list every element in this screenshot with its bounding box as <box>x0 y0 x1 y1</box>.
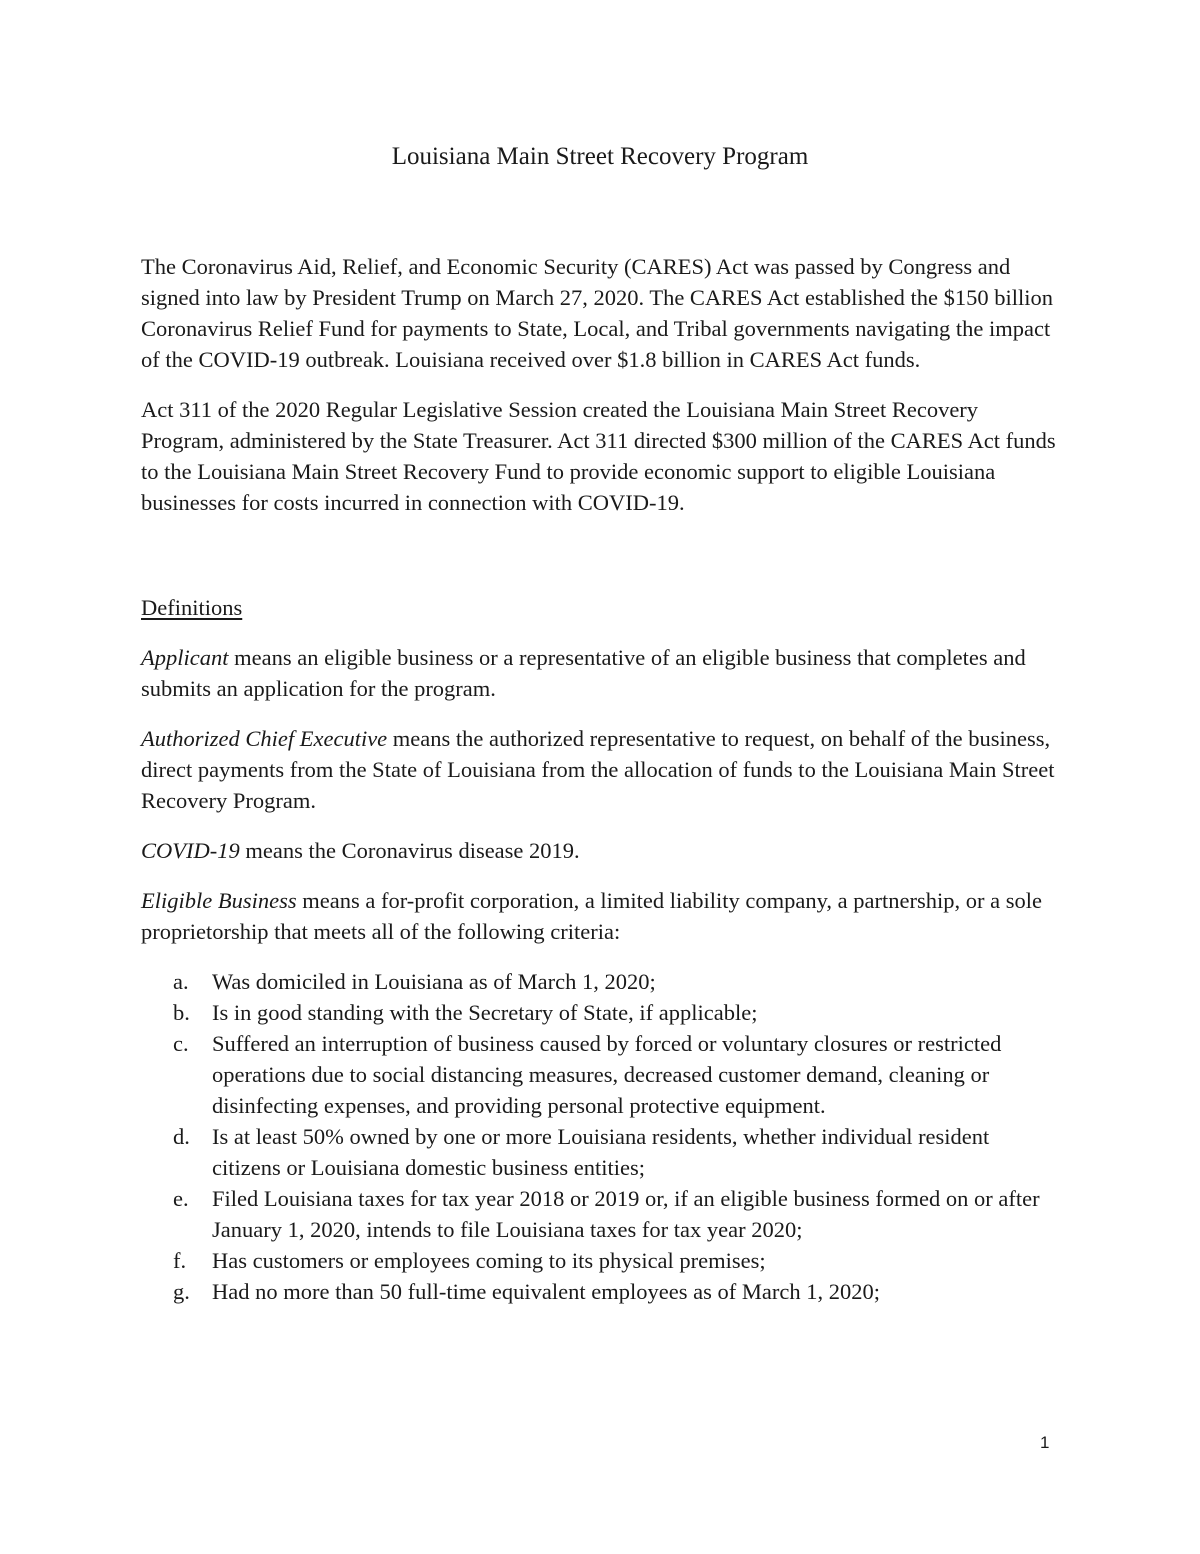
list-item <box>141 966 1061 997</box>
list-marker: g. <box>173 1279 190 1304</box>
list-marker: c. <box>173 1031 189 1056</box>
definition-term: Authorized Chief Executive <box>141 726 388 751</box>
list-item-text: Is at least 50% owned by one or more Louisiana residents, whether individual resident citizens or Louisiana domestic business entities; <box>212 1124 990 1180</box>
list-item <box>141 1245 1061 1276</box>
list-item-text: Has customers or employees coming to its physical premises; <box>212 1248 766 1273</box>
list-item-text: Is in good standing with the Secretary of State, if applicable; <box>212 1000 758 1025</box>
eligibility-criteria-list <box>141 966 1061 1307</box>
definition-term: Applicant <box>141 645 229 670</box>
list-item-text: Filed Louisiana taxes for tax year 2018 or 2019 or, if an eligible business formed on or after January 1, 2020, intends to file Louisiana taxes for tax year 2020; <box>212 1186 1040 1242</box>
document-body <box>141 251 1061 1307</box>
list-item <box>141 1276 1061 1307</box>
definition-applicant <box>141 642 1061 704</box>
definition-text: means an eligible business or a representative of an eligible business that completes and submits an application for the program. <box>141 645 1026 701</box>
definition-authorized-chief-executive <box>141 723 1061 816</box>
list-item <box>141 1183 1061 1245</box>
list-marker: a. <box>173 969 189 994</box>
definition-term: Eligible Business <box>141 888 297 913</box>
definition-covid-19 <box>141 835 1061 866</box>
definition-text: means the authorized representative to request, on behalf of the business, direct payments from the State of Louisiana from the allocation of funds to the Louisiana Main Street Recovery Program. <box>141 726 1055 813</box>
definition-term: COVID-19 <box>141 838 240 863</box>
list-marker: b. <box>173 1000 190 1025</box>
list-marker: e. <box>173 1186 189 1211</box>
intro-paragraph-act-311: Act 311 of the 2020 Regular Legislative Session created the Louisiana Main Street Recovery Program, administered by the State Treasurer. Act 311 directed $300 million of the CARES Act funds to the Louisiana Main Street Recovery Fund to provide economic support to eligible Louisiana businesses for costs incurred in connection with COVID-19. <box>141 397 1056 515</box>
list-item <box>141 1028 1061 1121</box>
document-title: Louisiana Main Street Recovery Program <box>391 143 809 170</box>
page-number: 1 <box>1040 1433 1050 1452</box>
list-marker: f. <box>173 1248 187 1273</box>
list-item <box>141 997 1061 1028</box>
definitions-heading: Definitions <box>141 595 243 620</box>
list-marker: d. <box>173 1124 190 1149</box>
intro-paragraph-cares-act: The Coronavirus Aid, Relief, and Economic Security (CARES) Act was passed by Congress and signed into law by President Trump on March 27, 2020. The CARES Act established the $150 billion Coronavirus Relief Fund for payments to State, Local, and Tribal governments navigating the impact of the COVID-19 outbreak. Louisiana received over $1.8 billion in CARES Act funds. <box>141 254 1054 372</box>
list-item <box>141 1121 1061 1183</box>
definition-text: means a for-profit corporation, a limited liability company, a partnership, or a sole proprietorship that meets all of the following criteria: <box>141 888 1042 944</box>
list-item-text: Was domiciled in Louisiana as of March 1, 2020; <box>212 969 656 994</box>
definition-text: means the Coronavirus disease 2019. <box>239 838 580 863</box>
list-item-text: Had no more than 50 full-time equivalent employees as of March 1, 2020; <box>212 1279 880 1304</box>
definition-eligible-business <box>141 885 1061 947</box>
list-item-text: Suffered an interruption of business caused by forced or voluntary closures or restricted operations due to social distancing measures, decreased customer demand, cleaning or disinfecting expenses, and providing personal protective equipment. <box>212 1031 1002 1118</box>
